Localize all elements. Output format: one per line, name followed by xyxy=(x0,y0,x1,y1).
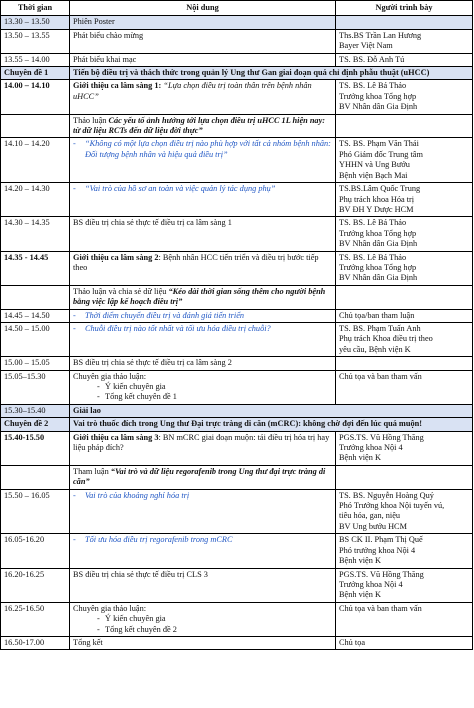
bullet-dash: - xyxy=(73,490,76,500)
row-content xyxy=(70,534,336,568)
speaker-line: BV Nhân dân Gia Định xyxy=(339,239,418,249)
row-content: Tổng kết xyxy=(70,636,336,649)
bullet-dash: - xyxy=(73,323,76,333)
speaker-line: Bayer Việt Nam xyxy=(339,41,393,51)
row-content: Phiên Poster xyxy=(70,16,336,29)
row-speaker xyxy=(336,29,473,53)
table-row xyxy=(1,138,473,183)
discussion-label: Thảo luận xyxy=(73,115,109,125)
speaker-line: Bệnh viện K xyxy=(339,556,381,566)
table-row xyxy=(1,602,473,636)
speaker-line: BV ĐH Y Dược HCM xyxy=(339,204,414,214)
row-speaker xyxy=(336,16,473,29)
speaker-line: Trưởng khoa Tổng hợp xyxy=(339,91,417,101)
bullet-dash: - xyxy=(97,382,100,391)
row-time: 14.50 – 15.00 xyxy=(1,322,70,356)
speaker-line: yêu cầu, Bệnh viện K xyxy=(339,344,411,354)
row-content: BS điều trị chia sẻ thực tế điều trị ca lâm sàng 2 xyxy=(70,357,336,370)
row-speaker: TS. BS. Đỗ Anh Tú xyxy=(336,53,473,66)
row-time: 14.10 – 14.20 xyxy=(1,138,70,183)
row-content: BS điều trị chia sẻ thực tế điều trị ca lâm sàng 1 xyxy=(70,217,336,251)
row-content xyxy=(70,309,336,322)
topic-text: “Vai trò của hồ sơ an toàn và việc quản lý tác dụng phụ” xyxy=(85,184,276,194)
row-content: Phát biểu khai mạc xyxy=(70,53,336,66)
table-row xyxy=(1,183,473,217)
table-row xyxy=(1,217,473,251)
bullet-dash: - xyxy=(73,139,76,149)
table-row xyxy=(1,53,473,66)
table-row xyxy=(1,404,473,417)
row-content xyxy=(70,251,336,285)
discussion-topic: “Kéo dài thời gian sống thêm cho người bệnh bằng việc lập kế hoạch điều trị” xyxy=(73,286,326,307)
speaker-line: Bệnh viện Bạch Mai xyxy=(339,170,408,180)
table-row xyxy=(1,465,473,489)
row-speaker xyxy=(336,534,473,568)
speaker-line: Bệnh viện K xyxy=(339,453,381,463)
section-row xyxy=(1,67,473,80)
discussion-heading: Chuyên gia thảo luận: xyxy=(73,603,147,613)
speaker-line: TS.BS.Lâm Quốc Trung xyxy=(339,184,421,194)
speaker-line: BV Nhân dân Gia Định xyxy=(339,102,418,112)
speaker-line: BV Ung bướu HCM xyxy=(339,521,407,531)
table-row xyxy=(1,29,473,53)
speaker-line: BV Nhân dân Gia Định xyxy=(339,273,418,283)
header-speaker: Người trình bày xyxy=(336,1,473,16)
row-speaker xyxy=(336,357,473,370)
table-row xyxy=(1,251,473,285)
row-speaker: Chủ tọa/ban tham luận xyxy=(336,309,473,322)
section-label: Chuyên đề 1 xyxy=(1,67,70,80)
bullet-dash: - xyxy=(73,535,76,545)
speaker-line: TS. BS. Lê Bá Thảo xyxy=(339,252,407,262)
header-content: Nội dung xyxy=(70,1,336,16)
row-content xyxy=(70,370,336,404)
row-content xyxy=(70,114,336,138)
speaker-line: Phó trưởng khoa Nội 4 xyxy=(339,545,416,555)
speaker-line: YHHN và Ung Bướu xyxy=(339,160,410,170)
table-row xyxy=(1,80,473,114)
table-row xyxy=(1,114,473,138)
speaker-line: Trưởng khoa Tổng hợp xyxy=(339,228,417,238)
speaker-line: TS. BS. Phạm Tuấn Anh xyxy=(339,323,421,333)
row-content xyxy=(70,322,336,356)
row-content: BS điều trị chia sẻ thực tế điều trị CLS 3 xyxy=(70,568,336,602)
row-speaker xyxy=(336,568,473,602)
row-speaker: Chủ tọa và ban tham vấn xyxy=(336,602,473,636)
row-time: 14.30 – 14.35 xyxy=(1,217,70,251)
row-speaker xyxy=(336,489,473,534)
case-desc: : Bệnh nhân HCC tiến triển và điều trị bước tiếp theo xyxy=(73,252,319,272)
topic-text: Tối ưu hóa điều trị regorafenib trong mCRC xyxy=(85,535,233,545)
row-time: 13.50 – 13.55 xyxy=(1,29,70,53)
row-time: 16.50-17.00 xyxy=(1,636,70,649)
row-speaker xyxy=(336,138,473,183)
case-label: Giới thiệu ca lâm sàng 1: xyxy=(73,81,164,91)
break-label: Giải lao xyxy=(70,404,473,417)
speaker-line: PGS.TS. Vũ Hồng Thăng xyxy=(339,432,424,442)
table-row xyxy=(1,489,473,534)
speaker-line: Trưởng khoa Nội 4 xyxy=(339,443,403,453)
topic-text: Vai trò của khoảng nghỉ hóa trị xyxy=(85,490,190,500)
speaker-line: TS. BS. Phạm Văn Thái xyxy=(339,139,419,149)
row-time: 16.25-16.50 xyxy=(1,602,70,636)
row-time: 16.20-16.25 xyxy=(1,568,70,602)
row-content xyxy=(70,431,336,465)
speaker-line: tiêu hóa, gan, niệu xyxy=(339,511,401,521)
row-content xyxy=(70,465,336,489)
speaker-line: Trưởng khoa Nội 4 xyxy=(339,579,403,589)
speaker-line: TS. BS. Lê Bá Thảo xyxy=(339,218,407,228)
row-speaker xyxy=(336,183,473,217)
topic-text: Chuỗi điều trị nào tốt nhất và tối ưu hóa điều trị chuỗi? xyxy=(85,323,271,333)
row-speaker xyxy=(336,217,473,251)
row-time: 13.55 – 14.00 xyxy=(1,53,70,66)
discussion-label: Tham luận xyxy=(73,466,111,476)
sub-item: Tổng kết chuyên đề 1 xyxy=(105,392,177,402)
speaker-line: Phụ trách khoa Hóa trị xyxy=(339,194,415,204)
row-time: 14.20 – 14.30 xyxy=(1,183,70,217)
table-row xyxy=(1,357,473,370)
speaker-line: Bệnh viện K xyxy=(339,590,381,600)
table-row xyxy=(1,636,473,649)
table-header-row xyxy=(1,1,473,16)
table-row xyxy=(1,534,473,568)
row-time: 15.05–15.30 xyxy=(1,370,70,404)
row-speaker xyxy=(336,431,473,465)
row-content xyxy=(70,138,336,183)
table-row xyxy=(1,568,473,602)
speaker-line: TS. BS. Lê Bá Thảo xyxy=(339,81,407,91)
row-content xyxy=(70,489,336,534)
case-quote: “Lựa chọn điều trị toàn thân trên bệnh nhân uHCC” xyxy=(73,81,312,101)
row-content xyxy=(70,183,336,217)
section-title: Tiến bộ điều trị và thách thức trong quản lý Ung thư Gan giai đoạn quá chỉ định phẫu thuật (uHCC) xyxy=(70,67,473,80)
header-time: Thời gian xyxy=(1,1,70,16)
speaker-line: Phó Trưởng khoa Nội tuyến vú, xyxy=(339,501,445,511)
row-speaker xyxy=(336,322,473,356)
row-content: Phát biểu chào mừng xyxy=(70,29,336,53)
row-speaker xyxy=(336,251,473,285)
row-time: 14.45 – 14.50 xyxy=(1,309,70,322)
row-time: 15.50 – 16.05 xyxy=(1,489,70,534)
bullet-dash: - xyxy=(73,310,76,320)
sub-item: Ý kiến chuyên gia xyxy=(105,614,166,624)
table-row xyxy=(1,285,473,309)
row-time: 15.00 – 15.05 xyxy=(1,357,70,370)
discussion-heading: Chuyên gia thảo luận: xyxy=(73,371,147,381)
row-time: 15.30–15.40 xyxy=(1,404,70,417)
bullet-dash: - xyxy=(97,624,100,634)
speaker-line: Ths.BS Trần Lan Hương xyxy=(339,30,422,40)
case-label: Giới thiệu ca lâm sàng 3 xyxy=(73,432,159,442)
table-row xyxy=(1,322,473,356)
sub-item: Ý kiến chuyên gia xyxy=(105,382,166,391)
section-row xyxy=(1,418,473,431)
row-content xyxy=(70,285,336,309)
bullet-dash: - xyxy=(97,614,100,624)
speaker-line: Phó Giám đốc Trung tâm xyxy=(339,149,423,159)
row-time: 16.05-16.20 xyxy=(1,534,70,568)
row-speaker xyxy=(336,80,473,114)
topic-text: “Không có một lựa chọn điều trị nào phù hợp với tất cả nhóm bệnh nhân: Đối tượng bệnh nhân và hiệu quả điều trị” xyxy=(85,139,331,159)
speaker-line: PGS.TS. Vũ Hồng Thăng xyxy=(339,569,424,579)
table-row xyxy=(1,16,473,29)
speaker-line: Phụ trách Khoa điều trị theo xyxy=(339,334,433,344)
row-time: 14.00 – 14.10 xyxy=(1,80,70,114)
row-content xyxy=(70,80,336,114)
row-speaker: Chủ tọa và ban tham vấn xyxy=(336,370,473,404)
table-row xyxy=(1,431,473,465)
row-content xyxy=(70,602,336,636)
case-desc: : BN mCRC giai đoạn muộn: tái điều trị hóa trị hay liệu pháp đích? xyxy=(73,432,330,453)
discussion-topic: “Vai trò và dữ liệu regorafenib trong Ung thư đại trực tràng di căn” xyxy=(73,466,326,487)
row-speaker: Chủ tọa xyxy=(336,636,473,649)
speaker-line: TS. BS. Nguyễn Hoàng Quý xyxy=(339,490,434,500)
row-time: 14.35 - 14.45 xyxy=(1,251,70,285)
speaker-line: BS CK II. Phạm Thị Quế xyxy=(339,535,423,545)
row-time: 13.30 – 13.50 xyxy=(1,16,70,29)
topic-text: Thời điểm chuyển điều trị và đánh giá tiến triển xyxy=(85,310,245,320)
section-label: Chuyên đề 2 xyxy=(1,418,70,431)
discussion-topic: Các yếu tố ảnh hưởng tới lựa chọn điều trị uHCC 1L hiện nay: từ dữ liệu RCTs đến dữ liệu đời thực” xyxy=(73,115,326,136)
bullet-dash: - xyxy=(97,392,100,402)
table-row xyxy=(1,370,473,404)
row-time: 15.40-15.50 xyxy=(1,431,70,465)
speaker-line: Trưởng khoa Tổng hợp xyxy=(339,262,417,272)
discussion-label: Thảo luận và chia sẻ dữ liệu xyxy=(73,286,169,296)
bullet-dash: - xyxy=(73,184,76,194)
case-label: Giới thiệu ca lâm sàng 2 xyxy=(73,252,159,262)
sub-item: Tổng kết chuyên đề 2 xyxy=(105,624,177,634)
table-row xyxy=(1,309,473,322)
section-title: Vai trò thuốc đích trong Ung thư Đại trực tràng di căn (mCRC): không chờ đợi đến lúc quá muộn! xyxy=(70,418,473,431)
